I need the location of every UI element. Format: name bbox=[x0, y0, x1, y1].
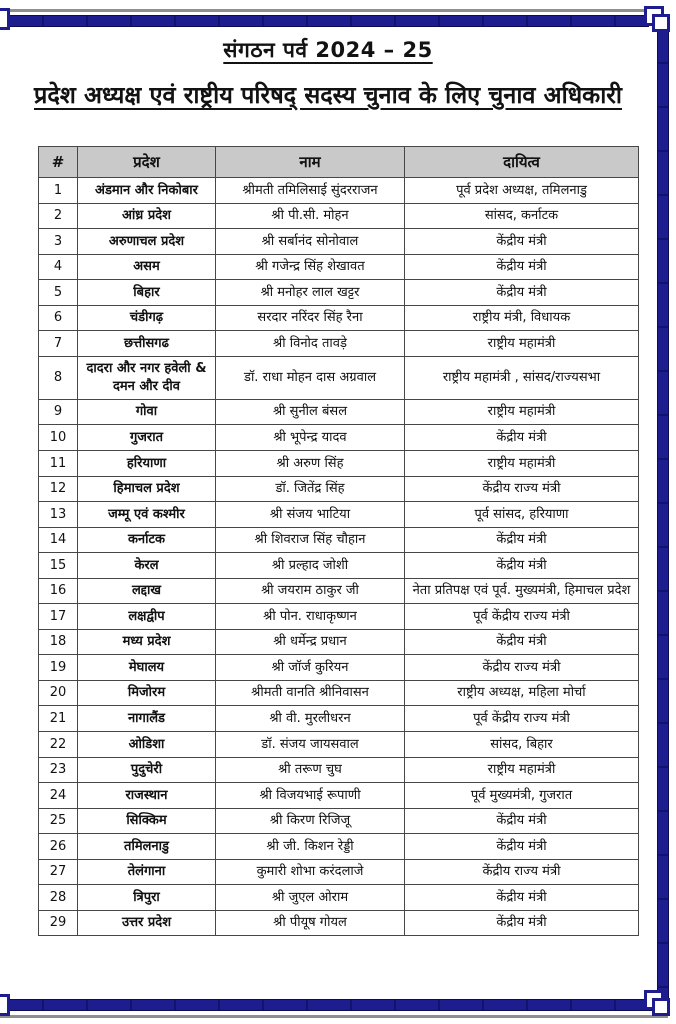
row-state: त्रिपुरा bbox=[78, 885, 216, 911]
table-row bbox=[39, 629, 639, 655]
table-row bbox=[39, 399, 639, 425]
table-row bbox=[39, 331, 639, 357]
col-header-state: प्रदेश bbox=[78, 147, 216, 178]
table-row bbox=[39, 808, 639, 834]
row-role: राष्ट्रीय महामंत्री , सांसद/राज्यसभा bbox=[405, 356, 639, 399]
row-name: श्री जयराम ठाकुर जी bbox=[216, 578, 405, 604]
row-number: 2 bbox=[39, 203, 78, 229]
row-name: श्री जॉर्ज कुरियन bbox=[216, 655, 405, 681]
table-row bbox=[39, 732, 639, 758]
page-border-top-gray-line bbox=[0, 9, 650, 12]
row-name: श्रीमती वानति श्रीनिवासन bbox=[216, 680, 405, 706]
table-row bbox=[39, 203, 639, 229]
table-row bbox=[39, 783, 639, 809]
row-name: श्री भूपेन्द्र यादव bbox=[216, 425, 405, 451]
row-number: 28 bbox=[39, 885, 78, 911]
row-role: केंद्रीय मंत्री bbox=[405, 629, 639, 655]
row-state: अरुणाचल प्रदेश bbox=[78, 229, 216, 255]
table-row bbox=[39, 834, 639, 860]
row-role: केंद्रीय मंत्री bbox=[405, 910, 639, 936]
row-number: 18 bbox=[39, 629, 78, 655]
page-subtitle: प्रदेश अध्यक्ष एवं राष्ट्रीय परिषद् सदस्य चुनाव के लिए चुनाव अधिकारी bbox=[34, 81, 622, 109]
row-state: तमिलनाडु bbox=[78, 834, 216, 860]
row-state: हिमाचल प्रदेश bbox=[78, 476, 216, 502]
row-number: 27 bbox=[39, 859, 78, 885]
row-name: श्री विनोद तावड़े bbox=[216, 331, 405, 357]
row-name: श्री धर्मेन्द्र प्रधान bbox=[216, 629, 405, 655]
row-number: 29 bbox=[39, 910, 78, 936]
col-header-name: नाम bbox=[216, 147, 405, 178]
row-name: श्री शिवराज सिंह चौहान bbox=[216, 527, 405, 553]
row-role: पूर्व प्रदेश अध्यक्ष, तमिलनाडु bbox=[405, 178, 639, 204]
row-number: 20 bbox=[39, 680, 78, 706]
row-role: पूर्व मुख्यमंत्री, गुजरात bbox=[405, 783, 639, 809]
table-row bbox=[39, 476, 639, 502]
row-number: 15 bbox=[39, 553, 78, 579]
row-number: 9 bbox=[39, 399, 78, 425]
page-title: संगठन पर्व 2024 – 25 bbox=[223, 38, 433, 62]
row-name: श्री प्रल्हाद जोशी bbox=[216, 553, 405, 579]
row-name: श्री तरूण चुघ bbox=[216, 757, 405, 783]
row-role: केंद्रीय मंत्री bbox=[405, 834, 639, 860]
row-state: बिहार bbox=[78, 280, 216, 306]
table-row bbox=[39, 578, 639, 604]
row-state: नागालैंड bbox=[78, 706, 216, 732]
row-state: मध्य प्रदेश bbox=[78, 629, 216, 655]
row-role: राष्ट्रीय महामंत्री bbox=[405, 331, 639, 357]
row-name: श्री मनोहर लाल खट्टर bbox=[216, 280, 405, 306]
table-row bbox=[39, 859, 639, 885]
row-state: पुदुचेरी bbox=[78, 757, 216, 783]
table-row bbox=[39, 604, 639, 630]
row-number: 1 bbox=[39, 178, 78, 204]
border-corner-top-right-inner bbox=[652, 14, 670, 32]
row-number: 14 bbox=[39, 527, 78, 553]
row-name: श्री पीयूष गोयल bbox=[216, 910, 405, 936]
row-role: राष्ट्रीय महामंत्री bbox=[405, 399, 639, 425]
row-state: गुजरात bbox=[78, 425, 216, 451]
row-state: मेघालय bbox=[78, 655, 216, 681]
page-border-right-navy-bar bbox=[657, 20, 669, 1006]
table-row bbox=[39, 527, 639, 553]
row-number: 25 bbox=[39, 808, 78, 834]
row-number: 3 bbox=[39, 229, 78, 255]
row-number: 21 bbox=[39, 706, 78, 732]
row-name: श्रीमती तमिलिसाई सुंदरराजन bbox=[216, 178, 405, 204]
row-state: छत्तीसगढ bbox=[78, 331, 216, 357]
table-row bbox=[39, 553, 639, 579]
row-number: 4 bbox=[39, 254, 78, 280]
row-role: केंद्रीय मंत्री bbox=[405, 885, 639, 911]
row-role: पूर्व केंद्रीय राज्य मंत्री bbox=[405, 706, 639, 732]
row-role: नेता प्रतिपक्ष एवं पूर्व. मुख्यमंत्री, हिमाचल प्रदेश bbox=[405, 578, 639, 604]
row-role: केंद्रीय राज्य मंत्री bbox=[405, 655, 639, 681]
row-state: उत्तर प्रदेश bbox=[78, 910, 216, 936]
table-header-row bbox=[39, 147, 639, 178]
row-number: 17 bbox=[39, 604, 78, 630]
row-number: 11 bbox=[39, 451, 78, 477]
row-name: श्री जी. किशन रेड्डी bbox=[216, 834, 405, 860]
table-row bbox=[39, 356, 639, 399]
table-row bbox=[39, 178, 639, 204]
row-number: 8 bbox=[39, 356, 78, 399]
row-state: ओडिशा bbox=[78, 732, 216, 758]
row-number: 6 bbox=[39, 305, 78, 331]
election-officers-table bbox=[38, 146, 639, 936]
row-role: केंद्रीय राज्य मंत्री bbox=[405, 859, 639, 885]
row-role: केंद्रीय मंत्री bbox=[405, 553, 639, 579]
row-name: डॉ. संजय जायसवाल bbox=[216, 732, 405, 758]
row-role: केंद्रीय मंत्री bbox=[405, 254, 639, 280]
row-name: श्री वी. मुरलीधरन bbox=[216, 706, 405, 732]
row-name: श्री जुएल ओराम bbox=[216, 885, 405, 911]
row-name: डॉ. राधा मोहन दास अग्रवाल bbox=[216, 356, 405, 399]
row-state: अंडमान और निकोबार bbox=[78, 178, 216, 204]
table-row bbox=[39, 229, 639, 255]
row-name: सरदार नरिंदर सिंह रैना bbox=[216, 305, 405, 331]
page-border-top-navy-bar bbox=[0, 15, 649, 27]
page-border-bottom-navy-bar bbox=[0, 999, 660, 1011]
row-name: श्री किरण रिजिजू bbox=[216, 808, 405, 834]
table-row bbox=[39, 425, 639, 451]
row-state: हरियाणा bbox=[78, 451, 216, 477]
row-role: पूर्व सांसद, हरियाणा bbox=[405, 502, 639, 528]
table-row bbox=[39, 451, 639, 477]
table-row bbox=[39, 910, 639, 936]
row-role: राष्ट्रीय महामंत्री bbox=[405, 757, 639, 783]
row-state: जम्मू एवं कश्मीर bbox=[78, 502, 216, 528]
row-number: 16 bbox=[39, 578, 78, 604]
row-number: 13 bbox=[39, 502, 78, 528]
row-name: श्री सर्बानंद सोनोवाल bbox=[216, 229, 405, 255]
border-corner-top-left bbox=[0, 8, 10, 30]
row-name: श्री अरुण सिंह bbox=[216, 451, 405, 477]
table-row bbox=[39, 757, 639, 783]
row-number: 10 bbox=[39, 425, 78, 451]
row-state: केरल bbox=[78, 553, 216, 579]
row-role: केंद्रीय मंत्री bbox=[405, 229, 639, 255]
table-row bbox=[39, 680, 639, 706]
row-role: केंद्रीय मंत्री bbox=[405, 280, 639, 306]
table-row bbox=[39, 706, 639, 732]
row-state: असम bbox=[78, 254, 216, 280]
row-number: 23 bbox=[39, 757, 78, 783]
officers-table-body bbox=[39, 178, 639, 936]
row-role: सांसद, कर्नाटक bbox=[405, 203, 639, 229]
row-name: श्री गजेन्द्र सिंह शेखावत bbox=[216, 254, 405, 280]
row-state: आंध्र प्रदेश bbox=[78, 203, 216, 229]
row-number: 19 bbox=[39, 655, 78, 681]
row-state: चंडीगढ़ bbox=[78, 305, 216, 331]
row-role: केंद्रीय मंत्री bbox=[405, 527, 639, 553]
col-header-role: दायित्व bbox=[405, 147, 639, 178]
row-state: लक्षद्वीप bbox=[78, 604, 216, 630]
row-number: 26 bbox=[39, 834, 78, 860]
border-corner-bottom-left bbox=[0, 994, 10, 1016]
row-role: केंद्रीय मंत्री bbox=[405, 808, 639, 834]
row-role: पूर्व केंद्रीय राज्य मंत्री bbox=[405, 604, 639, 630]
row-name: श्री संजय भाटिया bbox=[216, 502, 405, 528]
row-role: राष्ट्रीय अध्यक्ष, महिला मोर्चा bbox=[405, 680, 639, 706]
row-role: राष्ट्रीय महामंत्री bbox=[405, 451, 639, 477]
table-row bbox=[39, 885, 639, 911]
border-corner-bottom-right-inner bbox=[652, 998, 670, 1016]
row-name: डॉ. जितेंद्र सिंह bbox=[216, 476, 405, 502]
row-number: 5 bbox=[39, 280, 78, 306]
row-state: मिजोरम bbox=[78, 680, 216, 706]
row-number: 7 bbox=[39, 331, 78, 357]
col-header-number: # bbox=[39, 147, 78, 178]
row-number: 12 bbox=[39, 476, 78, 502]
row-state: तेलंगाना bbox=[78, 859, 216, 885]
row-name: श्री पोन. राधाकृष्णन bbox=[216, 604, 405, 630]
row-name: श्री सुनील बंसल bbox=[216, 399, 405, 425]
table-row bbox=[39, 655, 639, 681]
row-role: केंद्रीय राज्य मंत्री bbox=[405, 476, 639, 502]
row-name: कुमारी शोभा करंदलाजे bbox=[216, 859, 405, 885]
table-row bbox=[39, 254, 639, 280]
document-content bbox=[0, 36, 656, 936]
row-state: गोवा bbox=[78, 399, 216, 425]
row-number: 22 bbox=[39, 732, 78, 758]
page-border-bottom-gray-line bbox=[0, 1015, 668, 1018]
row-name: श्री विजयभाई रूपाणी bbox=[216, 783, 405, 809]
row-role: केंद्रीय मंत्री bbox=[405, 425, 639, 451]
row-role: राष्ट्रीय मंत्री, विधायक bbox=[405, 305, 639, 331]
row-state: राजस्थान bbox=[78, 783, 216, 809]
row-state: दादरा और नगर हवेली & दमन और दीव bbox=[78, 356, 216, 399]
table-row bbox=[39, 305, 639, 331]
row-state: लद्दाख bbox=[78, 578, 216, 604]
row-state: कर्नाटक bbox=[78, 527, 216, 553]
row-role: सांसद, बिहार bbox=[405, 732, 639, 758]
table-row bbox=[39, 280, 639, 306]
row-state: सिक्किम bbox=[78, 808, 216, 834]
row-number: 24 bbox=[39, 783, 78, 809]
table-row bbox=[39, 502, 639, 528]
row-name: श्री पी.सी. मोहन bbox=[216, 203, 405, 229]
